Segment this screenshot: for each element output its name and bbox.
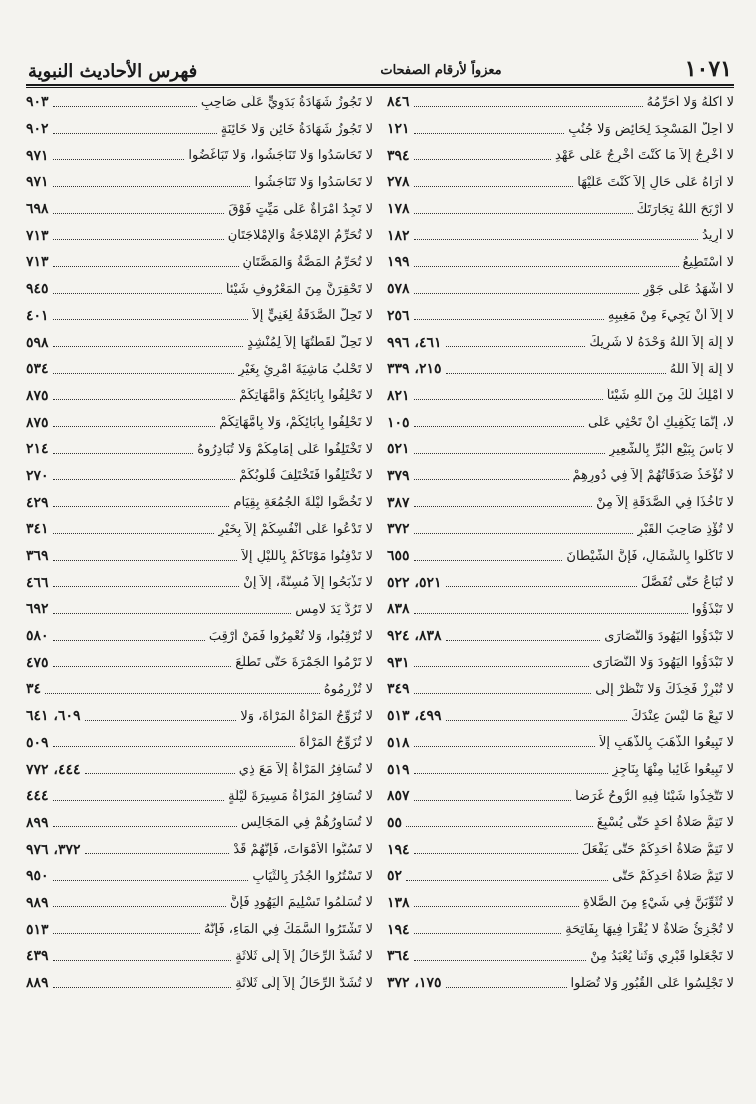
index-entry (26, 569, 373, 596)
hadith-text: لا تَحِلُّ لُقَطَتُهَا إِلاَّ لِمُنْشِدٍ (247, 335, 373, 351)
page-reference: ٢١٤ (26, 441, 49, 458)
dot-leader (53, 373, 235, 374)
hadith-text: لا تَحَاسَدُوا وَلا تَنَاجَشُوا (254, 174, 373, 190)
index-entry (26, 196, 373, 223)
index-entry (387, 463, 734, 490)
dot-leader (414, 453, 605, 454)
page-reference: ٥٢١ (387, 441, 410, 458)
page-reference: ٨٧٥ (26, 387, 49, 404)
index-entry (26, 356, 373, 383)
hadith-text: لا تَتِمُّ صَلاةُ أَحَدِكُمْ حَتَّى (612, 868, 734, 884)
index-entry (26, 329, 373, 356)
index-entry (26, 463, 373, 490)
page-reference: ٩٧١ (26, 147, 49, 164)
dot-leader (414, 506, 593, 507)
dot-leader (406, 880, 608, 881)
index-entry (387, 916, 734, 943)
page-reference: ٥٠٩ (26, 734, 49, 751)
page-reference: ٩٥٠ (26, 868, 49, 885)
hadith-text: لا تَبِيعُوا الذَّهَبَ بِالذَّهَبِ إِلاَّ (598, 735, 734, 751)
hadith-text: لا تُحَرِّمُ الْمَصَّةُ وَالْمَصَّتَانِ (242, 254, 373, 270)
page-reference: ٣٤١ (26, 521, 49, 538)
index-entry (26, 783, 373, 810)
index-entry (26, 276, 373, 303)
hadith-text: لا تَجِدُ امْرَأَةٌ عَلَى مَيِّتٍ فَوْقَ (228, 201, 373, 217)
hadith-text: لا تَحْلِفُوا بِآبَائِكُمْ، وَلا بِأُمَّهَاتِكُمْ (219, 415, 373, 431)
dot-leader (414, 800, 572, 801)
dot-leader (53, 133, 217, 134)
hadith-text: لا تُزَوِّجُ الْمَرْأَةَ (299, 735, 373, 751)
index-entry (26, 943, 373, 970)
page-reference: ٢٧٠ (26, 467, 49, 484)
page-reference: ٣٦٩ (26, 548, 49, 565)
hadith-text: لا تَسْتُرُوا الْجُدُرَ بِالثِّيَابِ (252, 868, 373, 884)
hadith-text: لا تُشَدُّ الرِّحَالُ إِلاَّ إِلَى ثَلاثَةِ (235, 975, 373, 991)
page-reference: ٥٩٨ (26, 334, 49, 351)
page-reference: ٨٢١ (387, 387, 410, 404)
index-entry (26, 703, 373, 730)
page-reference: ٦٩٨ (26, 201, 49, 218)
hadith-text: لا تَخُصُّوا لَيْلَةَ الْجُمُعَةِ بِقِيَامٍ (233, 495, 373, 511)
index-entry (26, 169, 373, 196)
page-reference: ٥٧٨ (387, 281, 410, 298)
page-reference: ٥٥ (387, 814, 403, 831)
dot-leader (53, 826, 237, 827)
page-reference: ٩٨٩ (26, 894, 49, 911)
index-entry (387, 623, 734, 650)
page-reference: ٢٧٨ (387, 174, 410, 191)
page-reference: ٧١٣ (26, 254, 49, 271)
dot-leader (53, 987, 232, 988)
page-reference: ٢١٥، ٣٣٩ (387, 361, 442, 378)
index-entry (26, 649, 373, 676)
dot-leader (85, 853, 230, 854)
page-reference: ١٢١ (387, 121, 410, 138)
index-entry (26, 89, 373, 116)
dot-leader (414, 106, 643, 107)
header-rule-thin (26, 87, 734, 88)
index-entry (387, 249, 734, 276)
page-reference: ٨٩٩ (26, 814, 49, 831)
index-entry (387, 970, 734, 997)
dot-leader (53, 933, 200, 934)
right-column (387, 89, 734, 1074)
page-reference: ٤٧٥ (26, 654, 49, 671)
page-reference: ٨٧٥ (26, 414, 49, 431)
dot-leader (414, 426, 584, 427)
index-entry (387, 383, 734, 410)
page-reference: ٣٨٧ (387, 494, 410, 511)
index-entry (26, 516, 373, 543)
dot-leader (53, 106, 197, 107)
hadith-text: لا تَبِعْ مَا لَيْسَ عِنْدَكَ (630, 708, 734, 724)
dot-leader (45, 693, 320, 694)
dot-leader (414, 933, 562, 934)
dot-leader (53, 613, 292, 614)
index-entry (387, 516, 734, 543)
page-reference: ٦٩٢ (26, 601, 49, 618)
dot-leader (414, 213, 633, 214)
index-entry (26, 543, 373, 570)
hadith-text: لا تَجُوزُ شَهَادَةُ بَدَوِيٍّ عَلَى صَاحِبِ (200, 94, 373, 110)
page-reference: ٩٣١ (387, 654, 410, 671)
page-reference: ٨٨٩ (26, 975, 49, 992)
index-entry (387, 836, 734, 863)
hadith-text: لا تَخْتَلِفُوا عَلَى إِمَامِكُمْ وَلا تُبَادِرُوهُ (197, 441, 373, 457)
dot-leader (414, 266, 679, 267)
page-reference: ٩٧١ (26, 174, 49, 191)
index-entry (26, 436, 373, 463)
index-entry (387, 596, 734, 623)
book-title: فهرس الأحاديث النبوية (28, 61, 198, 82)
page-reference: ١٩٩ (387, 254, 410, 271)
dot-leader (53, 479, 236, 480)
hadith-text: لا تَحَاسَدُوا وَلا تَنَاجَشُوا، وَلا تَبَاغَضُوا (188, 148, 373, 164)
page-reference: ٤٦٦ (26, 574, 49, 591)
dot-leader (414, 293, 639, 294)
index-entry (26, 249, 373, 276)
hadith-text: لا تُؤْذِ صَاحِبَ الْقَبْرِ (637, 521, 734, 537)
dot-leader (53, 293, 222, 294)
dot-leader (414, 773, 609, 774)
dot-leader (446, 720, 627, 721)
index-entry (387, 649, 734, 676)
index-entry (387, 276, 734, 303)
index-entry (26, 676, 373, 703)
index-entry (26, 863, 373, 890)
index-entry (387, 543, 734, 570)
dot-leader (53, 880, 249, 881)
index-entry (387, 329, 734, 356)
hadith-text: لا تُبْرِزْ فَخِذَكَ وَلا تَنْظُرْ إِلَى (595, 681, 734, 697)
dot-leader (414, 399, 603, 400)
index-entry (387, 730, 734, 757)
dot-leader (53, 346, 244, 347)
hadith-text: لا تُسَافِرُ الْمَرْأَةُ مَسِيرَةَ لَيْلَةٍ (228, 788, 373, 804)
page-reference: ٢٥٦ (387, 307, 410, 324)
dot-leader (53, 560, 238, 561)
dot-leader (446, 586, 637, 587)
dot-leader (53, 666, 232, 667)
hadith-text: لا إِلاَّ أَنْ يَجِيءَ مِنْ مَغِيبِهِ (607, 308, 734, 324)
dot-leader (414, 133, 565, 134)
index-entry (26, 409, 373, 436)
hadith-text: لا، إِنَّمَا يَكْفِيكِ أَنْ تَحْثِي عَلَى (587, 415, 734, 431)
hadith-text: لا تَتِمُّ صَلاةُ أَحَدِكُمْ حَتَّى يَفْعَلَ (581, 842, 734, 858)
index-entry (26, 730, 373, 757)
index-entry (26, 836, 373, 863)
page-reference: ٥٢١، ٥٢٢ (387, 574, 442, 591)
page-reference: ٨٥٧ (387, 788, 410, 805)
index-entry (26, 623, 373, 650)
dot-leader (414, 159, 551, 160)
hadith-text: لا أُحِلُّ الْمَسْجِدَ لِحَائِضٍ وَلا جُنُبٍ (568, 121, 734, 137)
dot-leader (53, 266, 239, 267)
dot-leader (414, 533, 633, 534)
hadith-text: لا تَذْبَحُوا إِلاَّ مُسِنَّةً، إِلاَّ إِنْ (243, 575, 373, 591)
index-entry (26, 916, 373, 943)
dot-leader (53, 800, 225, 801)
dot-leader (446, 640, 601, 641)
hadith-text: لا تَحْلِفُوا بِآبَائِكُمْ وَأُمَّهَاتِكُمْ (239, 388, 373, 404)
index-entry (387, 890, 734, 917)
index-entry (387, 196, 734, 223)
index-entry (26, 383, 373, 410)
dot-leader (53, 453, 194, 454)
index-entry (387, 756, 734, 783)
dot-leader (446, 346, 586, 347)
hadith-text: لا تَحْلُبُ مَاشِيَةَ امْرِئٍ بِغَيْرِ (238, 361, 373, 377)
section-title: معزواً لأرقام الصفحات (380, 63, 502, 78)
index-entry (387, 863, 734, 890)
dot-leader (414, 746, 595, 747)
page-reference: ٩٤٥ (26, 281, 49, 298)
index-entry (26, 596, 373, 623)
hadith-text: لا تَجْعَلُوا قَبْرِي وَثَناً يُعْبَدُ مِنْ (590, 948, 734, 964)
page-reference: ٣٤ (26, 681, 42, 698)
page-reference: ٤٤٤، ٧٧٢ (26, 761, 81, 778)
dot-leader (53, 239, 224, 240)
page-reference: ٧١٣ (26, 227, 49, 244)
hadith-text: لا تَخْتَلِفُوا فَتَخْتَلِفَ قُلُوبُكُمْ (239, 468, 373, 484)
index-entry (387, 783, 734, 810)
hadith-text: لا إِلَهَ إِلاَّ اللَّهُ وَحْدَهُ لا شَرِيكَ (589, 335, 734, 351)
index-entry (387, 169, 734, 196)
dot-leader (414, 853, 578, 854)
left-column (26, 89, 373, 1074)
page-reference: ١٧٥، ٣٧٢ (387, 975, 442, 992)
hadith-text: لا آكلُهُ وَلا أُحَرِّمُهُ (646, 94, 734, 110)
page-reference: ٩٠٣ (26, 94, 49, 111)
hadith-text: لا تُسَاوِرُهُمْ فِي الْمَجَالِسِ (240, 815, 373, 831)
hadith-text: لا تُثَوِّبَنَّ فِي شَيْءٍ مِنَ الصَّلاةِ (582, 895, 734, 911)
dot-leader (414, 319, 604, 320)
index-entry (387, 489, 734, 516)
page-reference: ٥١٨ (387, 734, 410, 751)
page-reference: ٤٦١، ٩٩٦ (387, 334, 442, 351)
page-reference: ٤٩٩، ٥١٣ (387, 708, 442, 725)
index-entry (26, 756, 373, 783)
index-entry (26, 489, 373, 516)
hadith-text: لا تَبْدَؤُوا الْيَهُودَ وَالنَّصَارَى (604, 628, 734, 644)
page-reference: ٥٣٤ (26, 361, 49, 378)
index-entry (387, 703, 734, 730)
dot-leader (53, 213, 225, 214)
dot-leader (414, 666, 589, 667)
page-reference: ٥٢ (387, 868, 403, 885)
dot-leader (414, 960, 587, 961)
dot-leader (446, 373, 666, 374)
hadith-text: لا بَأْسَ بِبَيْعِ الْبُرِّ بِالشَّعِيرِ (609, 441, 734, 457)
index-entry (26, 890, 373, 917)
page-reference: ١٩٤ (387, 921, 410, 938)
dot-leader (53, 399, 236, 400)
hadith-text: لا تَأْكُلُوا بِالشِّمَالِ، فَإِنَّ الشَّيْطَانَ (566, 548, 734, 564)
dot-leader (53, 586, 240, 587)
hadith-text: لا أُرِيدُ (702, 228, 734, 244)
dot-leader (406, 826, 593, 827)
index-entry (387, 569, 734, 596)
hadith-text: لا تَحِلُّ الصَّدَقَةُ لِغَنِيٍّ إِلاَّ (252, 308, 373, 324)
page-reference: ٦٠٩، ٦٤١ (26, 708, 81, 725)
index-entry (26, 303, 373, 330)
page-reference: ١٣٨ (387, 894, 410, 911)
hadith-text: لا تَأْخُذَا فِي الصَّدَقَةِ إِلاَّ مِنْ (596, 495, 734, 511)
index-entry (387, 436, 734, 463)
index-entry (26, 970, 373, 997)
dot-leader (85, 773, 235, 774)
hadith-text: لا تَجُوزُ شَهَادَةُ خَائِنٍ وَلا خَائِنَةٍ (220, 121, 373, 137)
dot-leader (446, 987, 567, 988)
page-reference: ١٧٨ (387, 201, 410, 218)
hadith-text: لا تَرُدُّ يَدَ لامِسٍ (295, 601, 373, 617)
hadith-text: لا أَشْهَدُ عَلَى جَوْرٍ (642, 281, 734, 297)
index-entry (387, 356, 734, 383)
hadith-text: لا أُخْرِجُ إِلاَّ مَا كُنْتَ أُخْرِجُ عَلَى عَهْدِ (554, 148, 734, 164)
page-reference: ١٩٤ (387, 841, 410, 858)
hadith-text: لا تُحَرِّمُ الإِمْلاجَةُ وَالإِمْلاجَتَانِ (227, 228, 373, 244)
hadith-text: لا تُرْقِبُوا، وَلا تُعْمِرُوا فَمَنْ أُرْقِبَ (208, 628, 373, 644)
hadith-text: لا تُسَافِرُ الْمَرْأَةُ إِلاَّ مَعَ ذِي (238, 762, 373, 778)
dot-leader (53, 319, 249, 320)
index-entry (26, 810, 373, 837)
hadith-text: لا أَمْلِكُ لَكَ مِنَ اللَّهِ شَيْئاً (606, 388, 734, 404)
page-reference: ٦٥٥ (387, 548, 410, 565)
hadith-text: لا إِلَهَ إِلاَّ اللَّهُ (669, 361, 734, 377)
page-reference: ٤٠١ (26, 307, 49, 324)
dot-leader (414, 479, 569, 480)
page-reference: ١٠٥ (387, 414, 410, 431)
page-reference: ٣٧٢، ٩٧٦ (26, 841, 81, 858)
page-reference: ٣٦٤ (387, 948, 410, 965)
dot-leader (414, 560, 563, 561)
dot-leader (53, 426, 216, 427)
index-entry (387, 222, 734, 249)
page-reference: ٣٧٩ (387, 467, 410, 484)
hadith-text: لا أَسْتَطِيعُ (682, 254, 734, 270)
hadith-text: لا تَبْذَؤُوا (691, 601, 734, 617)
index-entry (26, 142, 373, 169)
page-reference: ٤٣٩ (26, 948, 49, 965)
hadith-text: لا تُشَدُّ الرِّحَالُ إِلاَّ إِلَى ثَلاثَةٍ (235, 948, 373, 964)
dot-leader (414, 613, 688, 614)
page-reference: ٨٣٨ (387, 601, 410, 618)
page-reference: ٨٤٦ (387, 94, 410, 111)
hadith-text: لا تَسُبُّوا الأَمْوَاتَ، فَإِنَّهُمْ قَدْ (233, 842, 373, 858)
page-reference: ١٨٢ (387, 227, 410, 244)
index-entry (387, 409, 734, 436)
page-reference: ٣٤٩ (387, 681, 410, 698)
hadith-text: لا تَتِمُّ صَلاةُ أَحَدٍ حَتَّى يُسْبِغَ (596, 815, 734, 831)
hadith-text: لا تُبَاعُ حَتَّى تُفَصَّلَ (640, 575, 734, 591)
index-entry (387, 943, 734, 970)
page-reference: ٨٣٨، ٩٢٤ (387, 628, 442, 645)
hadith-text: لا تَشْتَرُوا السَّمَكَ فِي الْمَاءِ، فَإِنَّهُ (203, 922, 373, 938)
dot-leader (53, 506, 230, 507)
header-rule (26, 84, 734, 86)
hadith-text: لا تَبِيعُوا غَائِباً مِنْهَا بِنَاجِزٍ (612, 762, 734, 778)
hadith-text: لا تُزْرِمُوهُ (323, 681, 373, 697)
dot-leader (414, 906, 579, 907)
hadith-text: لا تَدْفِنُوا مَوْتَاكُمْ بِاللَّيْلِ إِلاَّ (241, 548, 373, 564)
hadith-text: لا تَحْقِرَنَّ مِنَ الْمَعْرُوفِ شَيْئاً (225, 281, 373, 297)
dot-leader (414, 693, 592, 694)
page-reference: ٤٢٩ (26, 494, 49, 511)
page-reference: ٥٨٠ (26, 628, 49, 645)
dot-leader (53, 640, 205, 641)
page-reference: ٤٤٤ (26, 788, 49, 805)
index-entry (387, 810, 734, 837)
index-entry (387, 89, 734, 116)
dot-leader (53, 186, 251, 187)
dot-leader (53, 533, 215, 534)
index-entry (387, 142, 734, 169)
hadith-text: لا أَرْبَحَ اللَّهُ تِجَارَتَكَ (636, 201, 734, 217)
dot-leader (53, 960, 232, 961)
dot-leader (53, 906, 226, 907)
index-entry (387, 116, 734, 143)
hadith-text: لا تُزَوِّجُ الْمَرْأَةُ الْمَرْأَةَ، وَلا (240, 708, 373, 724)
page-number: ١٠٧١ (684, 56, 732, 82)
dot-leader (414, 239, 699, 240)
hadith-text: لا تُجْزِئُ صَلاةٌ لا يُقْرَأُ فِيهَا بِفَاتِحَةِ (565, 922, 734, 938)
hadith-text: لا أَرَاهُ عَلَى حَالٍ إِلاَّ كُنْتَ عَلَيْهَا (577, 174, 734, 190)
dot-leader (414, 186, 574, 187)
page-reference: ٥١٩ (387, 761, 410, 778)
index-entry (26, 222, 373, 249)
hadith-text: لا تُسَلِّمُوا تَسْلِيمَ الْيَهُودِ فَإِنَّ (229, 895, 373, 911)
page-reference: ٣٩٤ (387, 147, 410, 164)
page-header (28, 50, 732, 82)
dot-leader (85, 720, 237, 721)
dot-leader (53, 159, 185, 160)
page-reference: ٣٧٢ (387, 521, 410, 538)
dot-leader (53, 746, 296, 747)
hadith-text: لا تَبْدَؤُوا الْيَهُودَ وَلا النَّصَارَى (592, 655, 734, 671)
index-entry (26, 116, 373, 143)
page-reference: ٥١٣ (26, 921, 49, 938)
hadith-text: لا تُؤْخَذُ صَدَقَاتُهُمْ إِلاَّ فِي دُورِهِمْ (572, 468, 734, 484)
index-entry (387, 676, 734, 703)
index-entry (387, 303, 734, 330)
hadith-text: لا تَدْعُوا عَلَى أَنْفُسِكُمْ إِلاَّ بِخَيْرٍ (218, 521, 373, 537)
hadith-text: لا تَتَّخِذُوا شَيْئاً فِيهِ الرُّوحُ غَرَضاً (575, 788, 734, 804)
hadith-text: لا تَرْمُوا الْجَمْرَةَ حَتَّى تَطْلُعَ (235, 655, 373, 671)
index-columns (26, 89, 734, 1074)
page-reference: ٩٠٢ (26, 121, 49, 138)
hadith-text: لا تَجْلِسُوا عَلَى الْقُبُورِ وَلا تُصَلُّوا (570, 975, 734, 991)
